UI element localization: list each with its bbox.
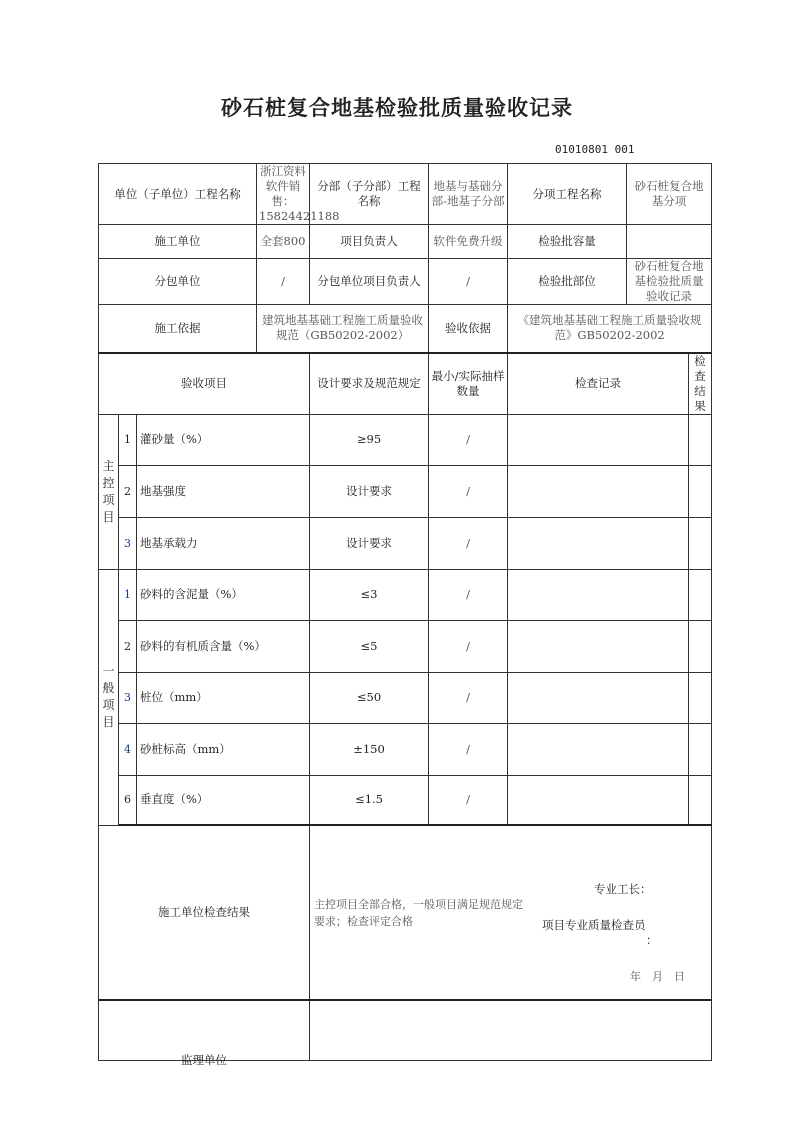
general-item-name: 砂料的有机质含量（%） — [137, 620, 310, 672]
general-item-no: 4 — [119, 723, 137, 775]
general-item-no: 3 — [119, 672, 137, 723]
part-label: 检验批部位 — [508, 259, 627, 305]
sub-pm-label: 分包单位项目负责人 — [310, 259, 429, 305]
general-item-result — [689, 723, 712, 775]
subitem-label: 分项工程名称 — [508, 164, 627, 225]
general-item-name: 砂料的含泥量（%） — [137, 569, 310, 620]
general-item-sample: / — [429, 620, 508, 672]
supervision-label-text: 监理单位 — [181, 1052, 228, 1067]
basis-value: 建筑地基基础工程施工质量验收规范（GB50202-2002） — [257, 305, 429, 353]
main-item-sample: / — [429, 517, 508, 569]
main-item-result — [689, 465, 712, 517]
general-item-no: 2 — [119, 620, 137, 672]
unit-label: 单位（子单位）工程名称 — [99, 164, 257, 225]
general-item-name: 砂桩标高（mm） — [137, 723, 310, 775]
check-content — [310, 825, 712, 1000]
general-item-req: ±150 — [310, 723, 429, 775]
general-item-result — [689, 620, 712, 672]
main-item-name: 地基强度 — [137, 465, 310, 517]
division-value: 地基与基础分部-地基子分部 — [429, 164, 508, 225]
record-table-frame — [98, 163, 711, 1067]
general-item-result — [689, 775, 712, 825]
general-item-name: 垂直度（%） — [137, 775, 310, 825]
main-item-result — [689, 517, 712, 569]
main-item-req: 设计要求 — [310, 465, 429, 517]
main-item-result — [689, 414, 712, 465]
capacity-label: 检验批容量 — [508, 225, 627, 259]
supervision-content — [310, 1000, 712, 1060]
main-item-no: 3 — [119, 517, 137, 569]
main-item-no: 1 — [119, 414, 137, 465]
sub-value: / — [257, 259, 310, 305]
main-item-record — [508, 517, 689, 569]
col-header-design: 设计要求及规范规定 — [310, 353, 429, 415]
general-item-record — [508, 723, 689, 775]
general-item-req: ≤50 — [310, 672, 429, 723]
check-label: 施工单位检查结果 — [99, 825, 310, 1000]
general-item-sample: / — [429, 723, 508, 775]
subitem-value: 砂石桩复合地基分项 — [627, 164, 712, 225]
basis-label: 施工依据 — [99, 305, 257, 353]
sub-pm-value: / — [429, 259, 508, 305]
general-group-label: 一般项目 — [99, 569, 119, 825]
col-header-result: 检查结果 — [689, 353, 712, 415]
general-item-result — [689, 569, 712, 620]
main-item-no: 2 — [119, 465, 137, 517]
supervision-label — [99, 1000, 310, 1067]
check-text: 主控项目全部合格，一般项目满足规范规定要求；检查评定合格 — [314, 898, 524, 928]
main-item-record — [508, 465, 689, 517]
inspector-label: 项目专业质量检查员 — [542, 918, 646, 932]
acc-basis-value: 《建筑地基基础工程施工质量验收规范》GB50202-2002 — [508, 305, 712, 353]
foreman-label: 专业工长： — [594, 882, 652, 896]
record-table — [98, 163, 712, 1067]
sub-label: 分包单位 — [99, 259, 257, 305]
main-item-req: ≥95 — [310, 414, 429, 465]
general-item-record — [508, 569, 689, 620]
general-item-record — [508, 672, 689, 723]
col-header-item: 验收项目 — [99, 353, 310, 415]
capacity-value — [627, 225, 712, 259]
col-header-sample: 最小/实际抽样数量 — [429, 353, 508, 415]
main-item-req: 设计要求 — [310, 517, 429, 569]
main-item-sample: / — [429, 465, 508, 517]
main-group-label: 主控项目 — [99, 414, 119, 569]
general-item-no: 1 — [119, 569, 137, 620]
pm-label: 项目负责人 — [310, 225, 429, 259]
inspector-colon: ： — [646, 933, 658, 947]
main-item-record — [508, 414, 689, 465]
form-code: 01010801 001 — [555, 143, 635, 156]
general-item-no: 6 — [119, 775, 137, 825]
check-date: 年 月 日 — [630, 970, 686, 983]
acc-basis-label: 验收依据 — [429, 305, 508, 353]
general-item-sample: / — [429, 775, 508, 825]
general-item-name: 桩位（mm） — [137, 672, 310, 723]
division-label: 分部（子分部）工程名称 — [310, 164, 429, 225]
pm-value: 软件免费升级 — [429, 225, 508, 259]
general-item-record — [508, 620, 689, 672]
page-title: 砂石桩复合地基检验批质量验收记录 — [221, 95, 573, 120]
general-item-result — [689, 672, 712, 723]
part-value: 砂石桩复合地基检验批质量验收记录 — [627, 259, 712, 305]
contractor-label: 施工单位 — [99, 225, 257, 259]
general-item-record — [508, 775, 689, 825]
col-header-record: 检查记录 — [508, 353, 689, 415]
contractor-value: 全套800 — [257, 225, 310, 259]
general-item-req: ≤3 — [310, 569, 429, 620]
main-item-name: 地基承载力 — [137, 517, 310, 569]
unit-value: 浙江资料软件销售：15824421188 — [257, 164, 310, 225]
main-item-sample: / — [429, 414, 508, 465]
main-item-name: 灌砂量（%） — [137, 414, 310, 465]
general-item-sample: / — [429, 672, 508, 723]
general-item-req: ≤5 — [310, 620, 429, 672]
general-item-sample: / — [429, 569, 508, 620]
general-item-req: ≤1.5 — [310, 775, 429, 825]
